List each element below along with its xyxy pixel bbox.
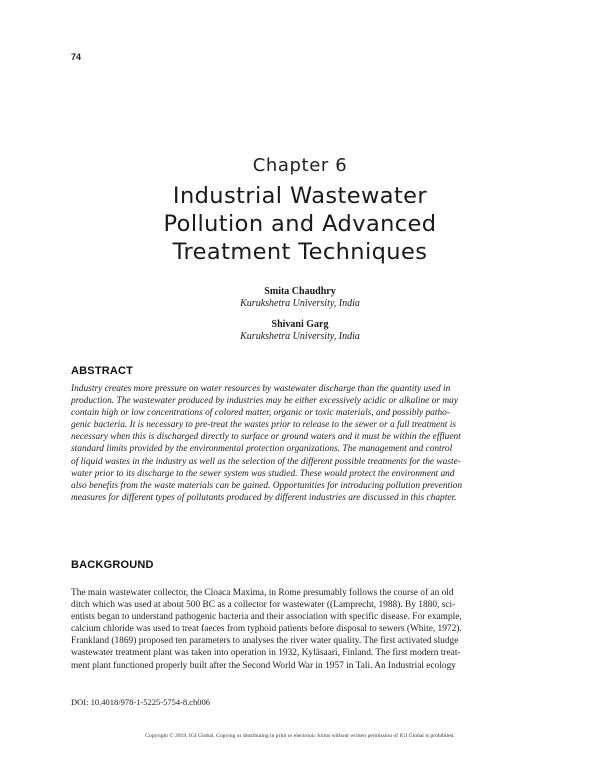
background-line: ment plant functioned properly built after the Second World War in 1957 in Tali. An Industrial ecology (71, 660, 456, 671)
abstract-line: measures for different types of pollutants produced by different industries are discussed in this chapter. (71, 492, 457, 503)
author-1 (0, 286, 600, 310)
background-line: entists began to understand pathogenic bacteria and their association with specific disease. For example, (71, 612, 462, 623)
abstract-text (71, 383, 529, 504)
author-name: Smita Chaudhry (264, 286, 336, 297)
abstract-line: production. The wastewater produced by industries may be either excessively acidic or alkaline or may (71, 396, 458, 407)
abstract-line: water prior to its discharge to the sewer system was studied. These would protect the environment and (71, 468, 455, 479)
abstract-line: of liquid wastes in the industry as well as the selection of the different possible treatments for the waste- (71, 456, 461, 467)
copyright-notice: Copyright © 2019, IGI Global. Copying or distributing in print or electronic forms without written permission of IGI Global is prohibited. (145, 733, 455, 739)
chapter-label: Chapter 6 (252, 155, 348, 176)
chapter-title-line: Treatment Techniques (172, 239, 428, 265)
abstract-line: standard limits provided by the environmental protection organizations. The management and control (71, 444, 453, 455)
background-line: The main wastewater collector, the Cloaca Maxima, in Rome presumably follows the course of an old (71, 588, 454, 598)
author-2 (0, 319, 600, 343)
background-line: Frankland (1869) proposed ten parameters to analyses the river water quality. The first activated sludge (71, 636, 459, 647)
chapter-title-line: Pollution and Advanced (163, 211, 437, 237)
abstract-line: Industry creates more pressure on water resources by wastewater discharge than the quantity used in (71, 384, 451, 394)
chapter-title-line: Industrial Wastewater (172, 183, 428, 209)
background-heading: BACKGROUND (71, 559, 154, 571)
background-text (71, 587, 529, 672)
author-affiliation: Kurukshetra University, India (240, 298, 360, 309)
abstract-line: contain high or low concentrations of colored matter, organic or toxic materials, and possibly patho- (71, 408, 450, 419)
author-name: Shivani Garg (271, 319, 329, 330)
abstract-line: also benefits from the waste materials can be gained. Opportunities for introducing pollution prevention (71, 480, 463, 491)
background-line: wastewater treatment plant was taken into operation in 1932, Kyläsaari, Finland. The first modern treat- (71, 648, 461, 659)
chapter-title (70, 182, 530, 266)
page-number: 74 (71, 52, 82, 62)
background-line: calcium chloride was used to treat faeces from typhoid patients before disposal to sewers (White, 1972). (71, 624, 462, 635)
doi: DOI: 10.4018/978-1-5225-5754-8.ch006 (71, 697, 211, 707)
abstract-line: genic bacteria. It is necessary to pre-treat the wastes prior to release to the sewer or a full treatment is (71, 420, 457, 431)
background-line: ditch which was used at about 500 BC as a collector for wastewater ((Lamprecht, 1988). By 1880, sci- (71, 600, 456, 611)
abstract-heading: ABSTRACT (71, 365, 134, 377)
author-affiliation: Kurukshetra University, India (240, 331, 360, 342)
abstract-line: necessary when this is discharged directly to surface or ground waters and it must be within the effluent (71, 432, 461, 443)
